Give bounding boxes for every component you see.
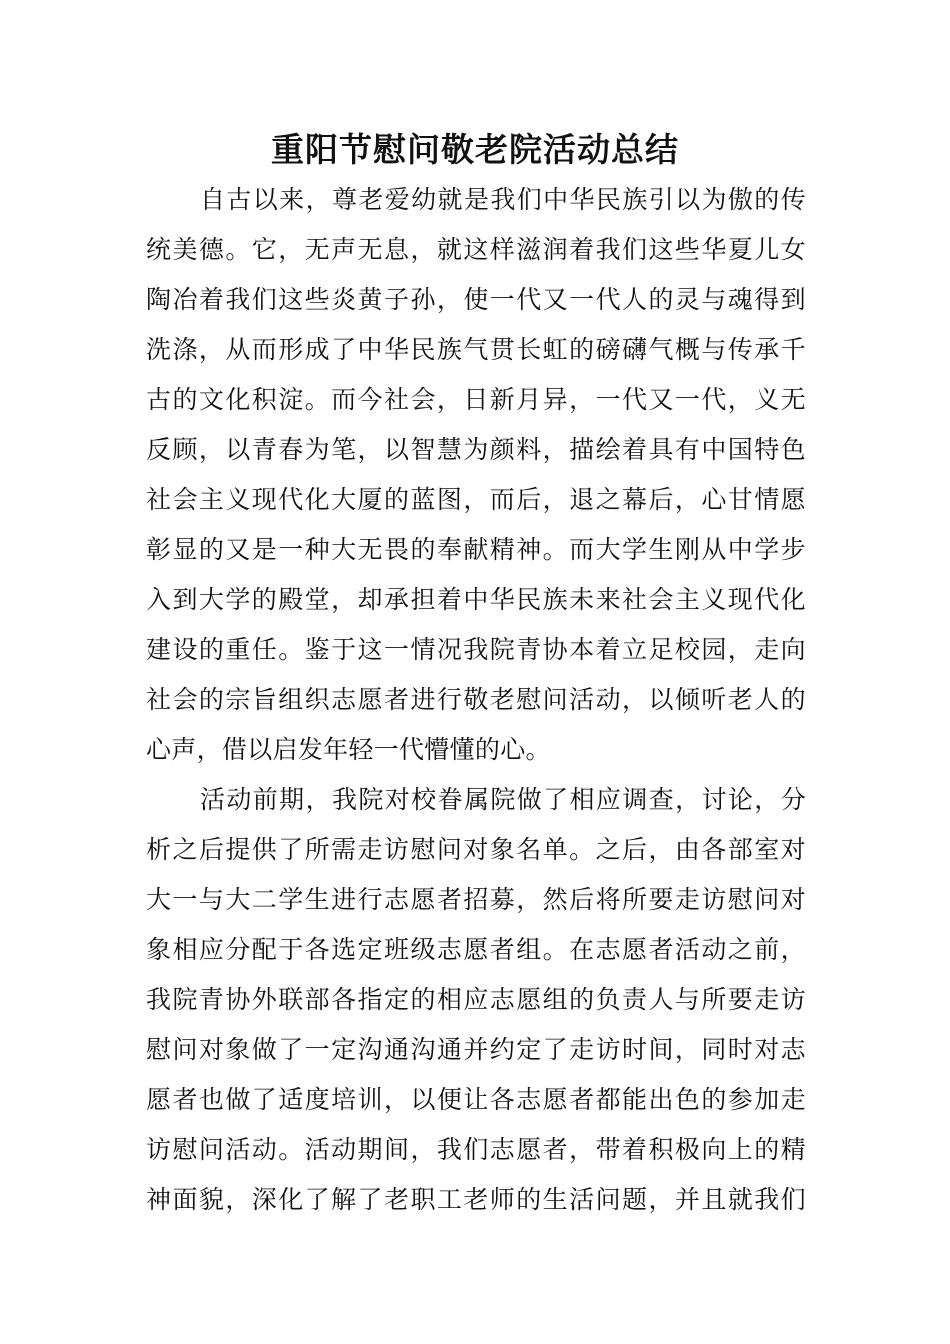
text-line: 自古以来，尊老爱幼就是我们中华民族引以为傲的传 bbox=[200, 185, 806, 214]
text-line: 反顾，以青春为笔，以智慧为颜料，描绘着具有中国特色 bbox=[146, 435, 806, 464]
text-line: 古的文化积淀。而今社会，日新月异，一代又一代，义无 bbox=[146, 385, 806, 414]
text-line: 社会主义现代化大厦的蓝图，而后，退之幕后，心甘情愿 bbox=[146, 485, 806, 514]
text-line: 象相应分配于各选定班级志愿者组。在志愿者活动之前， bbox=[146, 935, 806, 964]
paragraph-1 bbox=[146, 175, 806, 775]
text-line: 陶冶着我们这些炎黄子孙，使一代又一代人的灵与魂得到 bbox=[146, 285, 806, 314]
text-line: 析之后提供了所需走访慰问对象名单。之后，由各部室对 bbox=[146, 835, 806, 864]
document-title: 重阳节慰问敬老院活动总结 bbox=[271, 130, 679, 169]
text-line: 慰问对象做了一定沟通沟通并约定了走访时间，同时对志 bbox=[146, 1035, 806, 1064]
text-line: 洗涤，从而形成了中华民族气贯长虹的磅礴气概与传承千 bbox=[146, 335, 806, 364]
paragraph-2 bbox=[146, 775, 806, 1225]
text-line: 彰显的又是一种大无畏的奉献精神。而大学生刚从中学步 bbox=[146, 535, 806, 564]
text-line: 神面貌，深化了解了老职工老师的生活问题，并且就我们 bbox=[146, 1185, 806, 1214]
text-line: 心声，借以启发年轻一代懵懂的心。 bbox=[146, 735, 551, 764]
document-body bbox=[146, 175, 806, 1225]
text-line: 统美德。它，无声无息，就这样滋润着我们这些华夏儿女 bbox=[146, 235, 806, 264]
text-line: 大一与大二学生进行志愿者招募，然后将所要走访慰问对 bbox=[146, 885, 806, 914]
text-line: 社会的宗旨组织志愿者进行敬老慰问活动，以倾听老人的 bbox=[146, 685, 806, 714]
text-line: 我院青协外联部各指定的相应志愿组的负责人与所要走访 bbox=[146, 985, 806, 1014]
text-line: 活动前期，我院对校眷属院做了相应调查，讨论，分 bbox=[200, 785, 806, 814]
text-line: 建设的重任。鉴于这一情况我院青协本着立足校园，走向 bbox=[146, 635, 806, 664]
text-line: 访慰问活动。活动期间，我们志愿者，带着积极向上的精 bbox=[146, 1135, 806, 1164]
text-line: 愿者也做了适度培训，以便让各志愿者都能出色的参加走 bbox=[146, 1085, 806, 1114]
text-line: 入到大学的殿堂，却承担着中华民族未来社会主义现代化 bbox=[146, 585, 806, 614]
